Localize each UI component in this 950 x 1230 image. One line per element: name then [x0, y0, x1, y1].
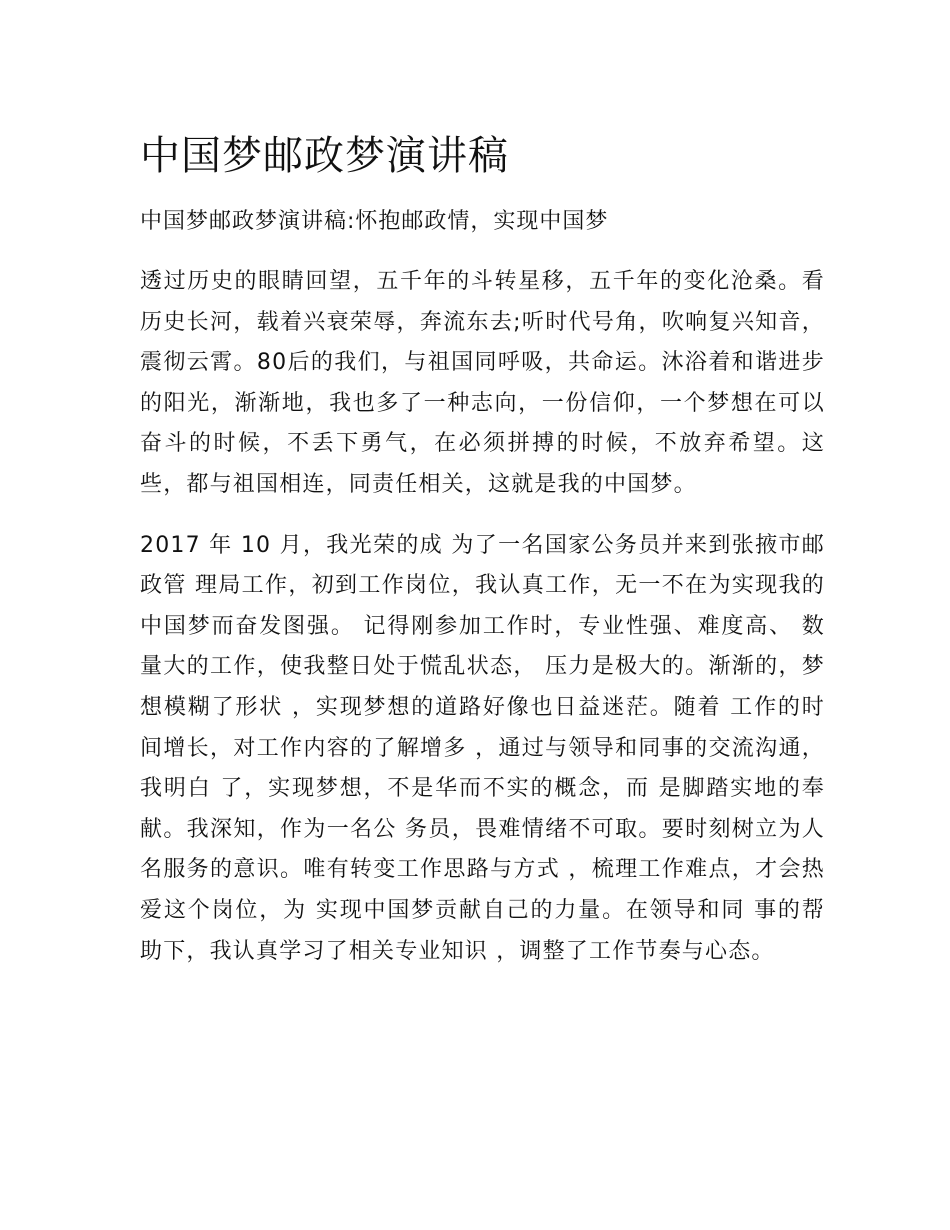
document-subtitle: 中国梦邮政梦演讲稿:怀抱邮政情，实现中国梦: [140, 209, 609, 234]
paragraph-2: 2017 年 10 月，我光荣的成 为了一名国家公务员并来到张掖市邮政管 理局工作，初到工作岗位，我认真工作，无一不在为实现我的中国梦而奋发图强。 记得刚参加工作时，专业性强、难度高、 数量大的工作，使我整日处于慌乱状态， 压力是极大的。渐渐的，梦想模糊了形状 ，实现梦想的道路好像也日益迷茫。随着 工作的时间增长，对工作内容的了解增多 ，通过与领导和同事的交流沟通，我明白 了，实现梦想，不是华而不实的概念，而 是脚踏实地的奉献。我深知，作为一名公 务员，畏难情绪不可取。要时刻树立为人 名服务的意识。唯有转变工作思路与方式 ，梳理工作难点，才会热爱这个岗位，为 实现中国梦贡献自己的力量。在领导和同 事的帮助下，我认真学习了相关专业知识 ，调整了工作节奏与心态。: [140, 532, 825, 964]
paragraph-1: 透过历史的眼睛回望，五千年的斗转星移，五千年的变化沧桑。看历史长河，载着兴衰荣辱，奔流东去;听时代号角，吹响复兴知音，震彻云霄。80后的我们，与祖国同呼吸，共命运。沐浴着和谐进步的阳光，渐渐地，我也多了一种志向，一份信仰，一个梦想在可以奋斗的时候，不丢下勇气，在必须拼搏的时候，不放弃希望。这些，都与祖国相连，同责任相关，这就是我的中国梦。: [140, 269, 825, 497]
document-title: 中国梦邮政梦演讲稿: [140, 133, 509, 179]
document-page: [140, 128, 825, 992]
